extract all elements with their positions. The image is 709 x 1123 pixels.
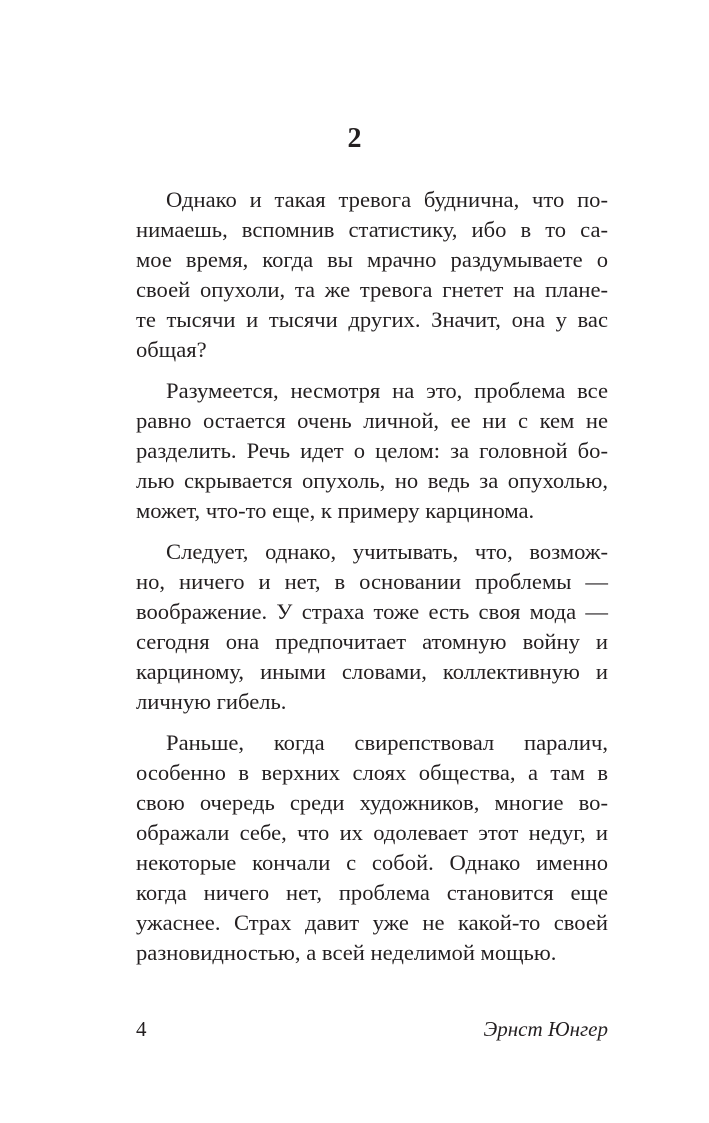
chapter-number: 2 — [347, 123, 362, 154]
text-line: Раньше, когда свирепствовал паралич, — [166, 730, 608, 755]
text-line: ображали себе, что их одолевает этот недуг, и — [136, 820, 608, 845]
paragraph — [136, 376, 608, 526]
text-line: ужаснее. Страх давит уже не какой-то своей — [136, 910, 608, 935]
text-line: некоторые кончали с собой. Однако именно — [136, 850, 608, 875]
running-author: Эрнст Юнгер — [483, 1017, 608, 1041]
text-line: но, ничего и нет, в основании проблемы — — [136, 569, 608, 594]
text-line: лью скрывается опухоль, но ведь за опухолью, — [136, 468, 608, 493]
paragraph — [136, 728, 608, 968]
body-text — [136, 185, 608, 979]
text-line: своей опухоли, та же тревога гнетет на плане- — [136, 277, 608, 302]
text-line: особенно в верхних слоях общества, а там в — [136, 760, 608, 785]
page-number: 4 — [136, 1017, 147, 1041]
text-line: личную гибель. — [136, 689, 287, 714]
text-line: равно остается очень личной, ее ни с кем не — [136, 408, 608, 433]
text-line: воображение. У страха тоже есть своя мода — — [136, 599, 608, 624]
text-line: Следует, однако, учитывать, что, возмож- — [166, 539, 608, 564]
text-line: карциному, иными словами, коллективную и — [136, 659, 608, 684]
text-line: разновидностью, а всей неделимой мощью. — [136, 940, 557, 965]
text-line: разделить. Речь идет о целом: за головной бо- — [136, 438, 608, 463]
text-line: свою очередь среди художников, многие во- — [136, 790, 608, 815]
text-line: мое время, когда вы мрачно раздумываете о — [136, 247, 608, 272]
text-line: общая? — [136, 337, 207, 362]
paragraph — [136, 185, 608, 365]
text-line: сегодня она предпочитает атомную войну и — [136, 629, 608, 654]
text-line: когда ничего нет, проблема становится еще — [136, 880, 608, 905]
text-line: может, что-то еще, к примеру карцинома. — [136, 498, 535, 523]
paragraph — [136, 537, 608, 717]
text-line: те тысячи и тысячи других. Значит, она у вас — [136, 307, 608, 332]
text-line: Однако и такая тревога буднична, что по- — [166, 187, 608, 212]
text-line: Разумеется, несмотря на это, проблема все — [166, 378, 608, 403]
page-footer — [136, 1014, 608, 1044]
text-line: нимаешь, вспомнив статистику, ибо в то са- — [136, 217, 608, 242]
